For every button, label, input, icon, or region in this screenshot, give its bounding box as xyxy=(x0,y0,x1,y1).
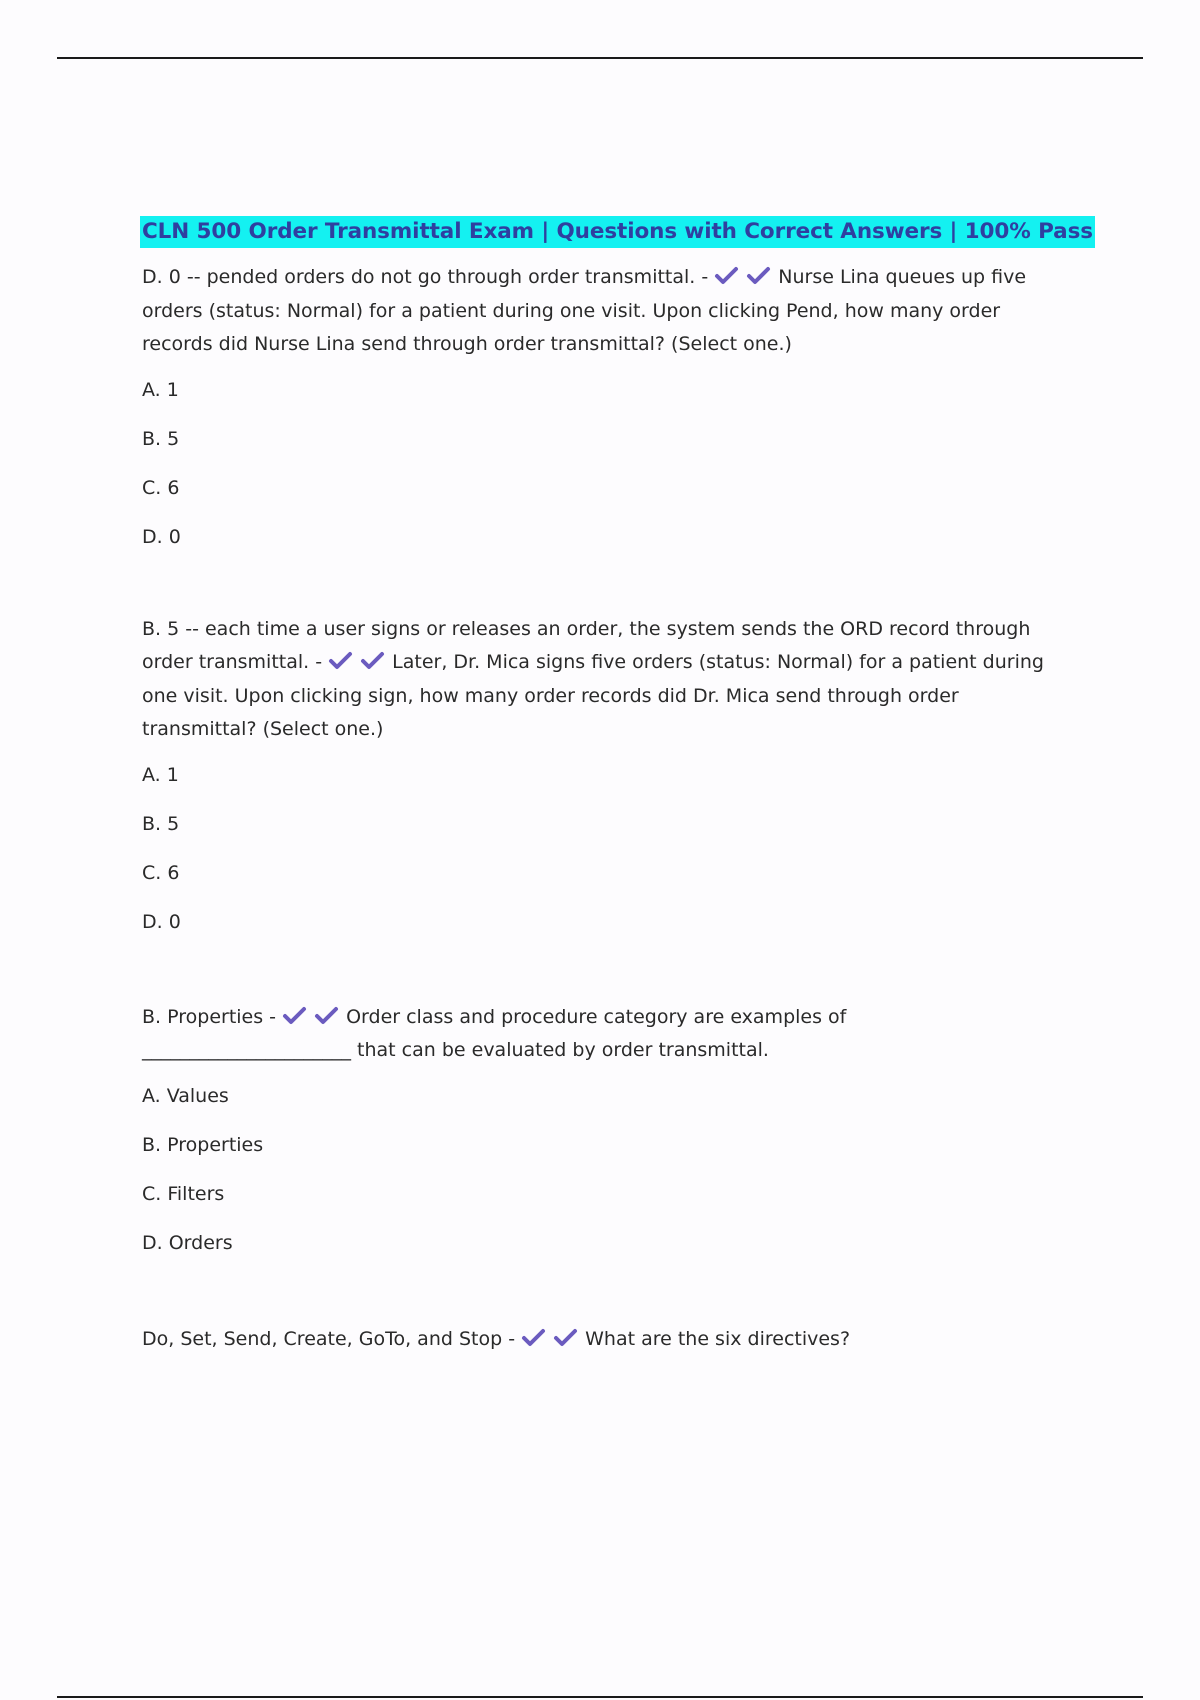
qa-item-2-text xyxy=(142,613,1062,747)
check-icon xyxy=(360,649,385,669)
option-b: B. Properties xyxy=(142,1133,264,1156)
qa-item-4-text xyxy=(142,1323,1062,1357)
qa-item-3 xyxy=(142,1001,1062,1257)
qa-item-2 xyxy=(142,613,1062,936)
qa-item-4-question-line-1: What are the six directives? xyxy=(585,1327,851,1350)
option-a: A. 1 xyxy=(142,763,179,786)
qa-item-1 xyxy=(142,261,1062,551)
option-d: D. 0 xyxy=(142,525,181,548)
qa-item-4 xyxy=(142,1323,1062,1357)
option-c: C. 6 xyxy=(142,476,180,499)
option-d: D. Orders xyxy=(142,1231,233,1254)
qa-item-2-answer-line-1: B. 5 -- each time a user signs or releases an order, the system sends the ORD record through xyxy=(142,617,1031,640)
document-title: CLN 500 Order Transmittal Exam | Questions with Correct Answers | 100% Pass xyxy=(140,216,1095,248)
option-b: B. 5 xyxy=(142,812,180,835)
check-icon xyxy=(746,264,771,284)
check-icon xyxy=(328,649,353,669)
qa-item-1-answer: D. 0 -- pended orders do not go through order transmittal. - xyxy=(142,266,715,288)
qa-item-1-question-line-1: Nurse Lina queues up five xyxy=(778,266,1027,288)
check-icon xyxy=(521,1326,546,1346)
qa-item-1-question-line-3: records did Nurse Lina send through order transmittal? (Select one.) xyxy=(142,333,792,355)
option-c: C. Filters xyxy=(142,1182,225,1205)
qa-item-2-answer-line-2: order transmittal. - xyxy=(142,651,329,673)
qa-item-1-question-line-2: orders (status: Normal) for a patient during one visit. Upon clicking Pend, how many order xyxy=(142,299,1001,322)
qa-item-3-question-line-1: Order class and procedure category are examples of xyxy=(346,1005,847,1028)
qa-item-3-text xyxy=(142,1001,1062,1068)
qa-item-4-answer: Do, Set, Send, Create, GoTo, and Stop - xyxy=(142,1327,522,1350)
option-d: D. 0 xyxy=(142,910,181,933)
qa-item-3-question-line-2: ______________________ that can be evaluated by order transmittal. xyxy=(142,1039,769,1061)
qa-item-2-question-line-3: transmittal? (Select one.) xyxy=(142,718,384,740)
bottom-rule xyxy=(57,1696,1143,1698)
check-icon xyxy=(553,1326,578,1346)
qa-item-3-answer: B. Properties - xyxy=(142,1005,283,1028)
check-icon xyxy=(282,1004,307,1024)
option-a: A. 1 xyxy=(142,378,179,401)
check-icon xyxy=(714,264,739,284)
check-icon xyxy=(314,1004,339,1024)
option-a: A. Values xyxy=(142,1084,229,1107)
option-b: B. 5 xyxy=(142,427,180,450)
option-c: C. 6 xyxy=(142,861,180,884)
qa-item-2-question-line-1: Later, Dr. Mica signs five orders (status: Normal) for a patient during xyxy=(392,651,1044,673)
top-rule xyxy=(57,57,1143,59)
qa-item-2-question-line-2: one visit. Upon clicking sign, how many order records did Dr. Mica send through order xyxy=(142,684,959,707)
document-body xyxy=(142,216,1093,1356)
qa-item-1-text xyxy=(142,261,1062,362)
